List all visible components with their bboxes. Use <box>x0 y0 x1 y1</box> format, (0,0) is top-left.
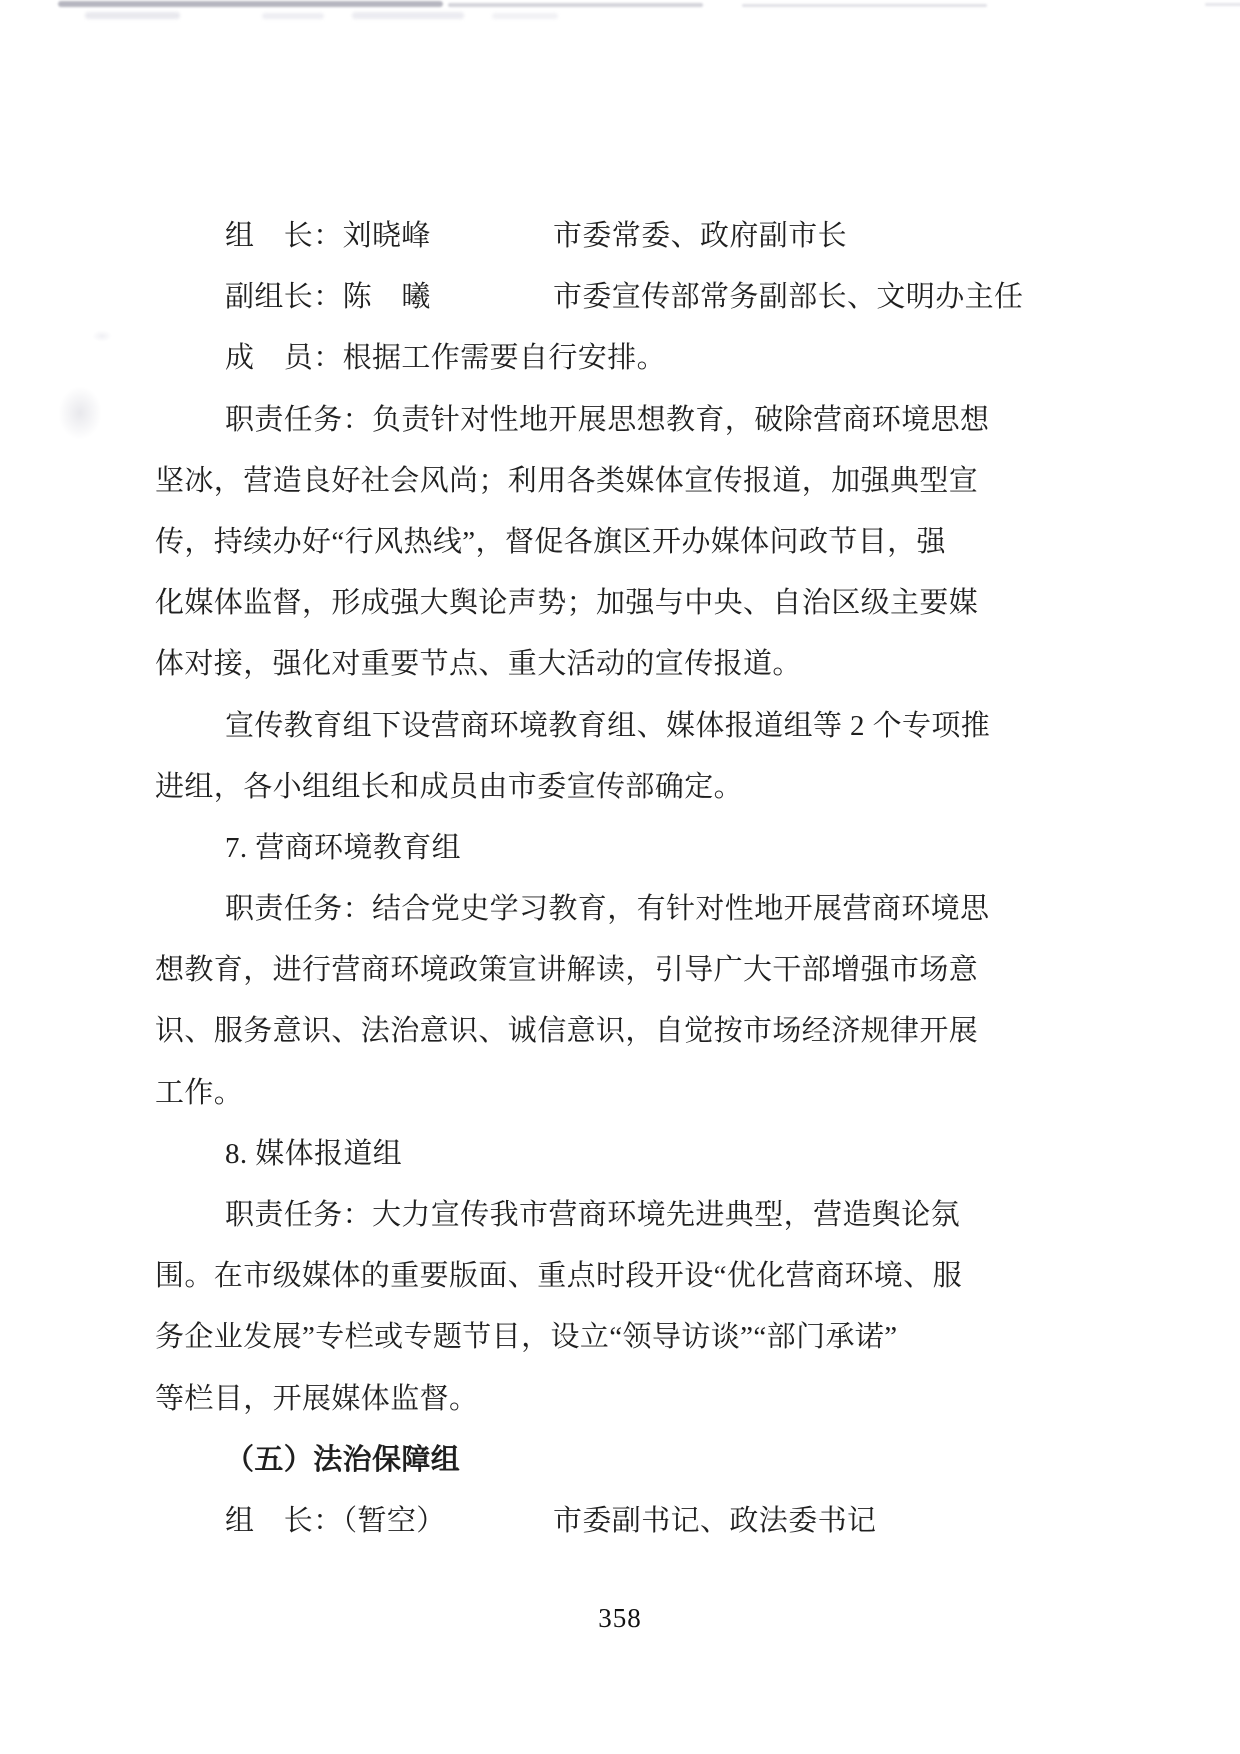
scan-artifact-top-strip <box>492 13 558 19</box>
line-text: （五）法治保障组 <box>225 1443 461 1476</box>
text-line <box>155 390 990 451</box>
text-line <box>155 696 991 757</box>
line-text: 组 长：（暂空） <box>225 1504 446 1537</box>
text-line-section-5-heading <box>155 1430 980 1491</box>
line-text: 职责任务：结合党史学习教育，有针对性地开展营商环境思 <box>225 893 990 926</box>
line-text: 副组长：陈 曦 <box>225 281 431 314</box>
line-text: 职责任务：大力宣传我市营商环境先进典型，营造舆论氛 <box>225 1199 961 1231</box>
text-line <box>155 451 980 512</box>
line-role: 市委宣传部常务副部长、文明办主任 <box>553 281 1024 314</box>
line-text: 围。在市级媒体的重要版面、重点时段开设“优化营商环境、服 <box>155 1260 963 1293</box>
line-text: 7. 营商环境教育组 <box>225 831 462 864</box>
scan-artifact-top-strip <box>85 12 180 19</box>
scan-artifact-top-strip <box>448 3 703 7</box>
text-line <box>155 634 980 695</box>
text-block <box>155 206 1024 1552</box>
scan-artifact-top-strip <box>742 4 987 7</box>
text-line <box>155 1185 980 1246</box>
line-text: 传，持续办好“行风热线”，督促各旗区开办媒体问政节目，强 <box>155 525 946 558</box>
text-line <box>155 1063 980 1124</box>
line-text: 工作。 <box>155 1076 244 1109</box>
line-text: 坚冰，营造良好社会风尚；利用各类媒体宣传报道，加强典型宣 <box>155 464 979 497</box>
line-role: 市委常委、政府副市长 <box>553 220 848 252</box>
text-line <box>155 512 980 573</box>
scan-smudge <box>92 330 112 342</box>
text-line <box>155 879 990 940</box>
line-text: 化媒体监督，形成强大舆论声势；加强与中央、自治区级主要媒 <box>155 587 979 620</box>
text-line <box>155 1001 980 1062</box>
text-line <box>155 1307 980 1368</box>
page-number: 358 <box>598 1603 642 1633</box>
line-text: 想教育，进行营商环境政策宣讲解读，引导广大干部增强市场意 <box>155 954 979 987</box>
scan-smudge <box>58 386 102 440</box>
line-text: 宣传教育组下设营商环境教育组、媒体报道组等 2 个专项推 <box>225 709 991 742</box>
line-text: 体对接，强化对重要节点、重大活动的宣传报道。 <box>155 648 802 681</box>
line-text: 识、服务意识、法治意识、诚信意识，自觉按市场经济规律开展 <box>155 1015 979 1048</box>
text-line <box>155 757 980 818</box>
text-line-leader <box>155 1491 980 1552</box>
scan-artifact-top-strip <box>58 1 443 7</box>
scan-artifact-top-strip <box>1205 3 1240 6</box>
line-text: 进组，各小组组长和成员由市委宣传部确定。 <box>155 770 744 803</box>
line-text: 成 员：根据工作需要自行安排。 <box>225 342 667 375</box>
text-line <box>155 1246 980 1307</box>
line-role: 市委副书记、政法委书记 <box>553 1504 877 1537</box>
scan-artifact-top-strip <box>352 12 464 19</box>
line-text: 务企业发展”专栏或专题节目，设立“领导访谈”“部门承诺” <box>155 1321 898 1354</box>
text-line <box>155 940 980 1001</box>
line-text: 组 长：刘晓峰 <box>225 220 431 252</box>
text-line-leader <box>155 206 980 267</box>
text-line-deputy-leader <box>155 267 1024 328</box>
line-text: 职责任务：负责针对性地开展思想教育，破除营商环境思想 <box>225 403 990 436</box>
line-text: 8. 媒体报道组 <box>225 1137 403 1170</box>
text-line <box>155 1369 980 1430</box>
line-text: 等栏目，开展媒体监督。 <box>155 1382 479 1415</box>
text-line <box>155 573 980 634</box>
text-line-members <box>155 328 980 389</box>
text-line-subgroup-7-heading <box>155 818 980 879</box>
text-line-subgroup-8-heading <box>155 1124 980 1185</box>
scan-artifact-top-strip <box>262 13 324 19</box>
